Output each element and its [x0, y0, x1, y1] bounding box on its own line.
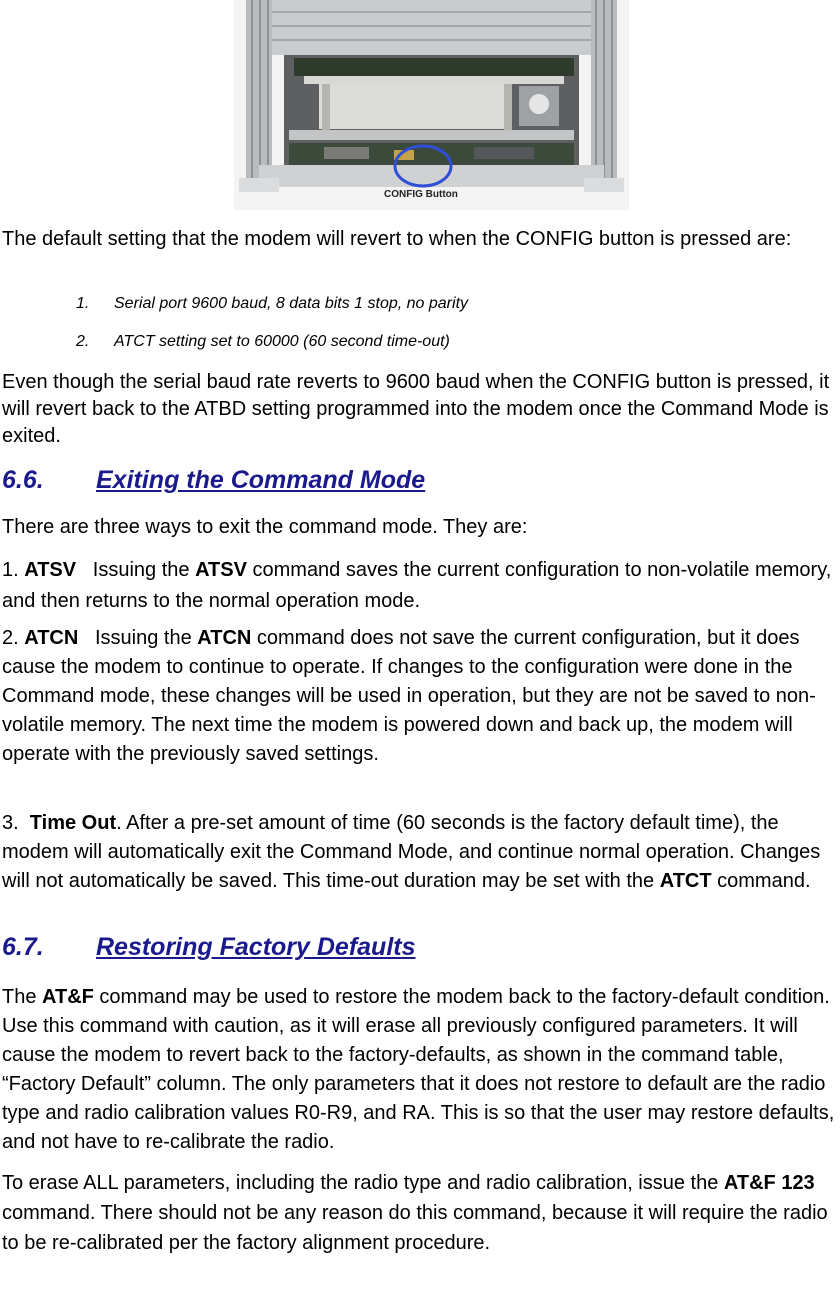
- modem-config-button-photo: [234, 0, 629, 210]
- photo-caption: CONFIG Button: [384, 189, 458, 200]
- exit-option-timeout: 3. Time Out. After a pre-set amount of time (60 seconds is the factory default time), the modem will automatically exit the Command Mode, and continue normal operation. Changes will not automatically be saved. This time-out duration may be set with the ATCT command.: [2, 812, 821, 892]
- exit-option-atsv: 1. ATSV Issuing the ATSV command saves the current configuration to non-volatile memory, and then returns to the normal operation mode.: [2, 559, 832, 612]
- exit-intro-paragraph: There are three ways to exit the command mode. They are:: [2, 516, 528, 538]
- erase-all-paragraph: To erase ALL parameters, including the radio type and radio calibration, issue the AT&F 123 command. There should not be any reason do this command, because it will require the radio to be re-calibrated per the factory alignment procedure.: [2, 1172, 828, 1254]
- baud-note-paragraph: Even though the serial baud rate reverts to 9600 baud when the CONFIG button is pressed, it will revert back to the ATBD setting programmed into the modem once the Command Mode is exited.: [2, 371, 830, 447]
- restore-defaults-paragraph: The AT&F command may be used to restore the modem back to the factory-default condition. Use this command with caution, as it will erase all previously configured parameters. It will cause the modem to revert back to the factory-defaults, as shown in the command table, “Factory Default” column. The only parameters that it does not restore to default are the radio type and radio calibration values R0-R9, and RA. This is so that the user may restore defaults, and not have to re-calibrate the radio.: [2, 986, 835, 1153]
- exit-option-atcn: 2. ATCN Issuing the ATCN command does not save the current configuration, but it does cause the modem to continue to operate. If changes to the configuration were done in the Command mode, these changes will be used in operation, but they are not be saved to non-volatile memory. The next time the modem is powered down and back up, the modem will operate with the previously saved settings.: [2, 627, 816, 765]
- intro-paragraph: The default setting that the modem will revert to when the CONFIG button is pressed are:: [2, 228, 792, 250]
